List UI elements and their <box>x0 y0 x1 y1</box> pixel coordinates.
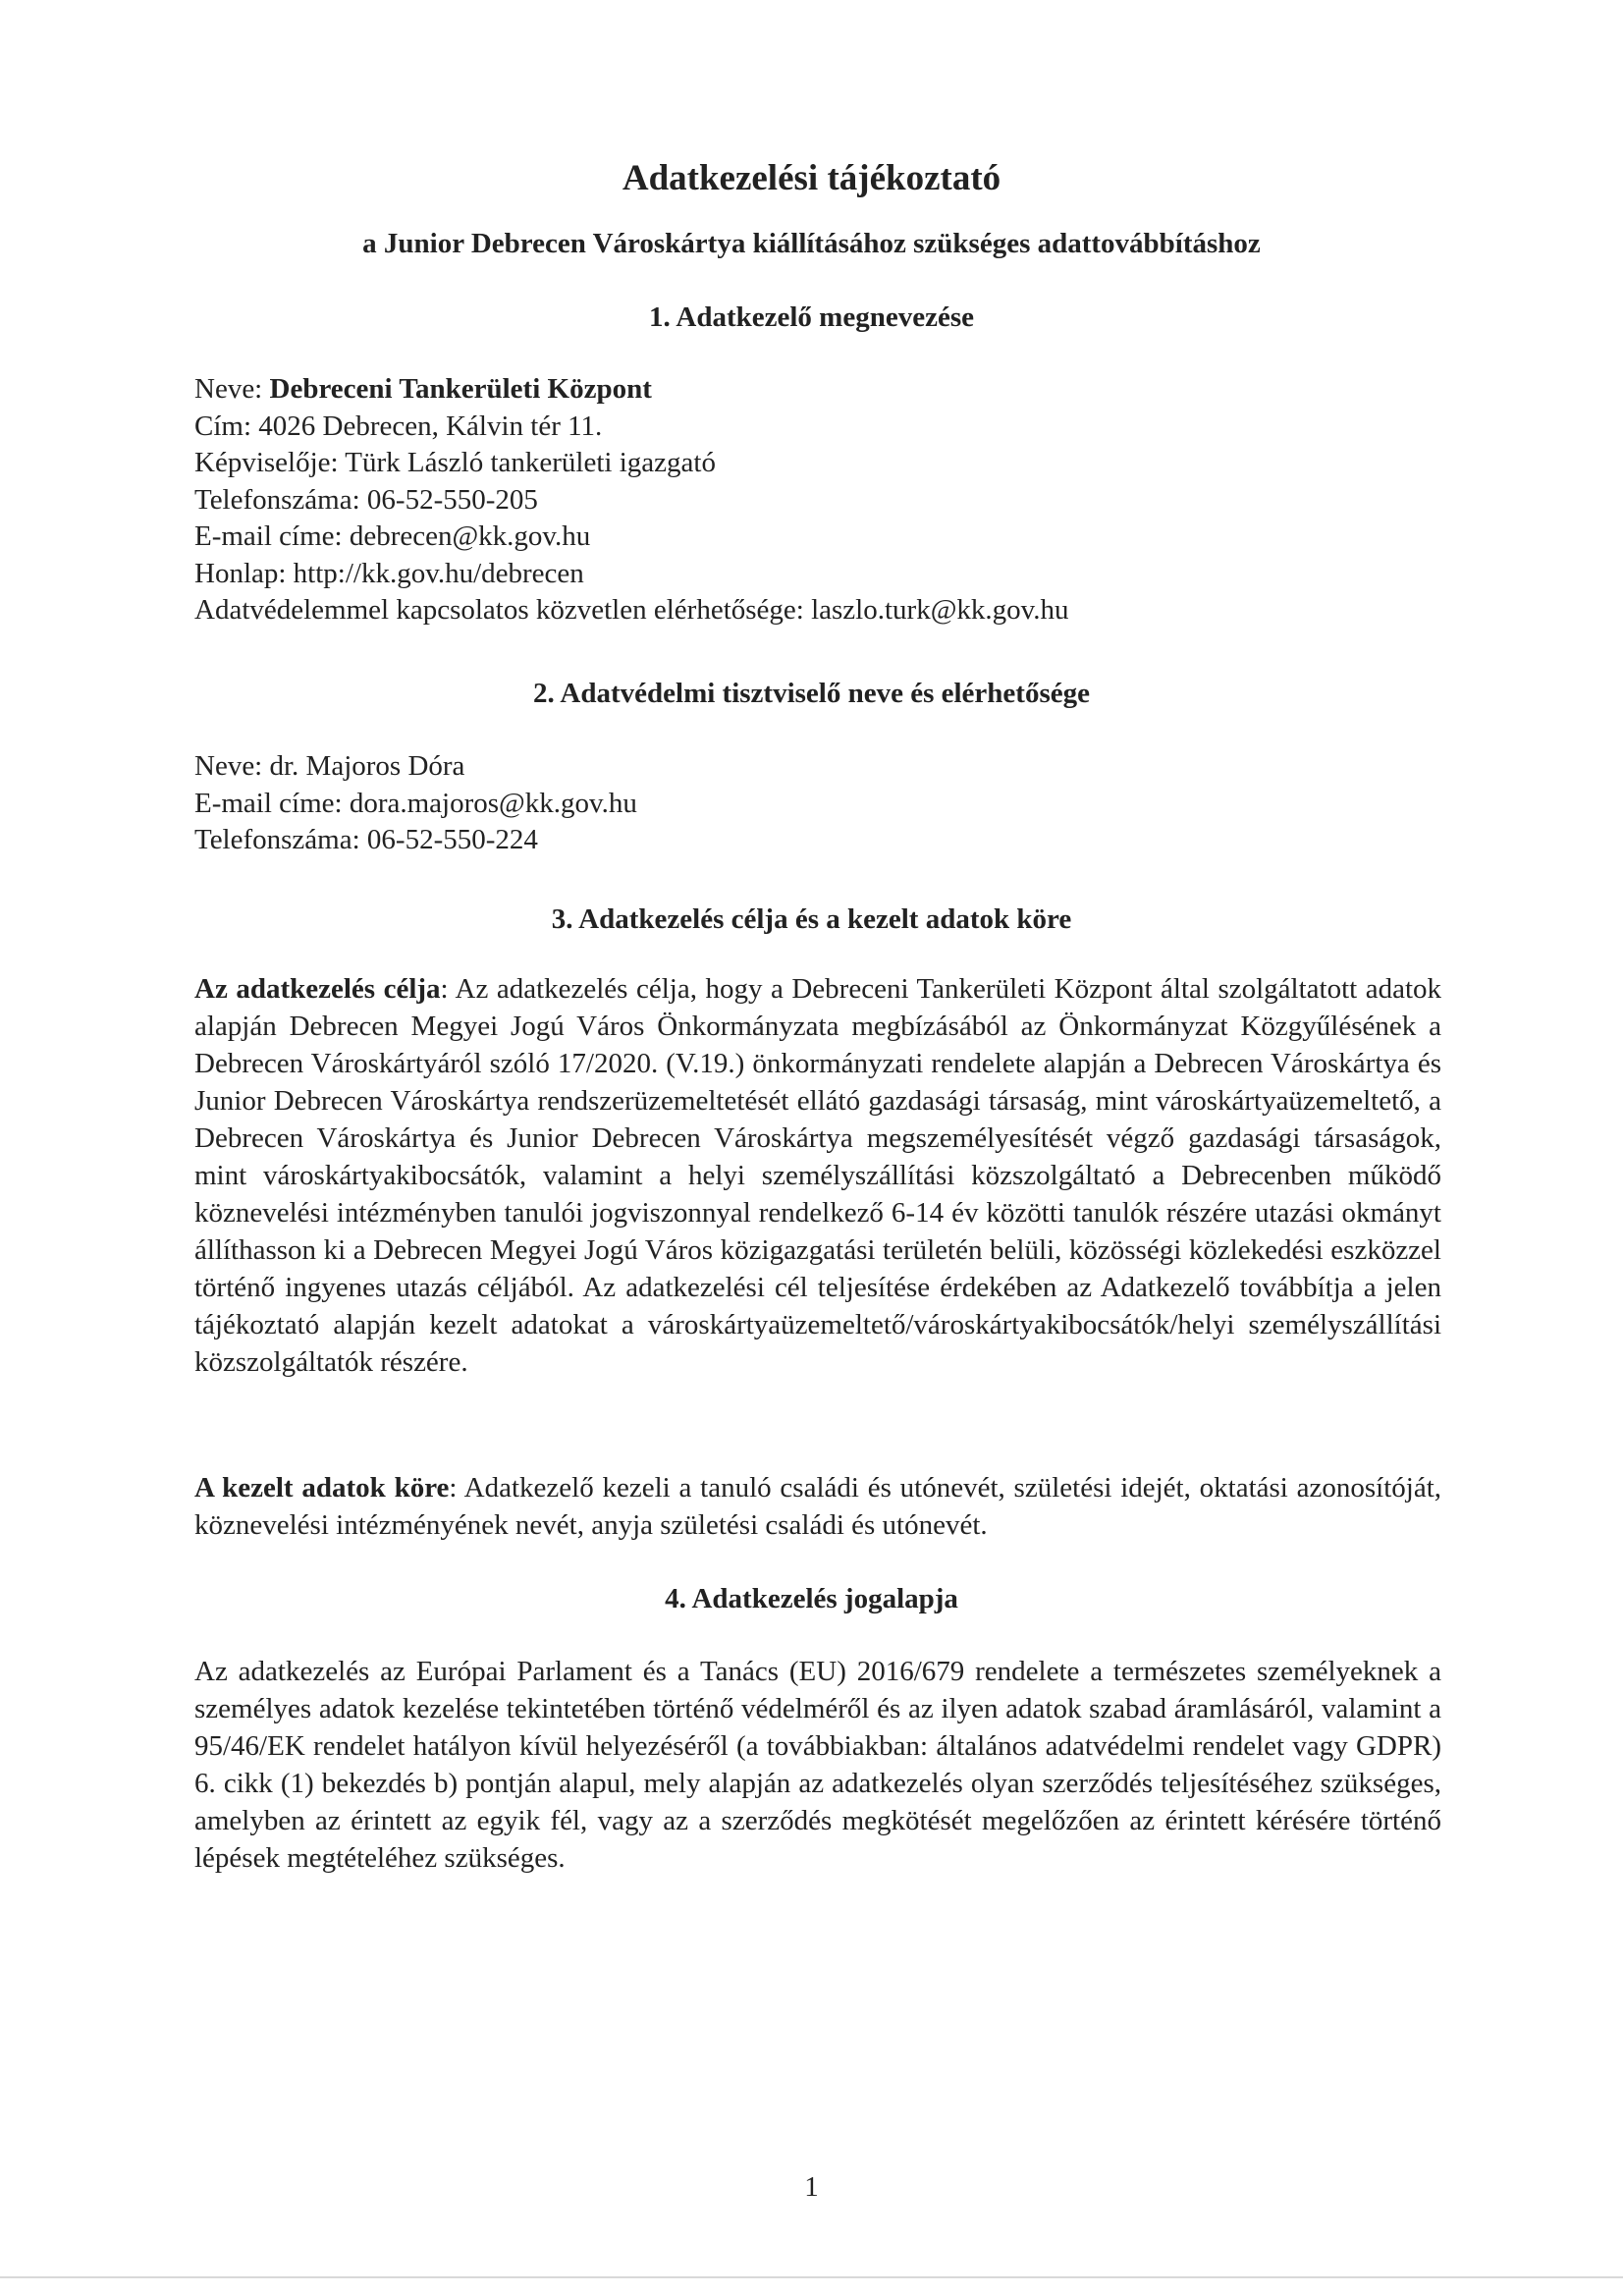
legal-basis-paragraph: Az adatkezelés az Európai Parlament és a Tanács (EU) 2016/679 rendelete a természetes személyeknek a személyes adatok kezelése tekintetében történő védelméről és az ilyen adatok szabad áramlásáról, valamint a 95/46/EK rendelet hatályon kívül helyezéséről (a továbbiakban: általános adatvédelmi rendelet vagy GDPR) 6. cikk (1) bekezdés b) pontján alapul, mely alapján az adatkezelés olyan szerződés teljesítéséhez szükséges, amelyben az érintett az egyik fél, vagy az a szerződés megkötését megelőzően az érintett kérésére történő lépések megtételéhez szükséges. <box>194 1656 1441 1874</box>
controller-phone: Telefonszáma: 06-52-550-205 <box>194 483 538 516</box>
section-4-heading: 4. Adatkezelés jogalapja <box>665 1583 958 1614</box>
document-subtitle: a Junior Debrecen Városkártya kiállításához szükséges adattovábbításhoz <box>362 228 1261 259</box>
scan-edge-line <box>0 2276 1623 2278</box>
section-3-heading: 3. Adatkezelés célja és a kezelt adatok köre <box>551 903 1072 935</box>
controller-name-value: Debreceni Tankerületi Központ <box>269 373 652 405</box>
controller-website: Honlap: http://kk.gov.hu/debrecen <box>194 557 584 589</box>
page-number: 1 <box>804 2171 819 2203</box>
controller-email: E-mail címe: debrecen@kk.gov.hu <box>194 520 591 552</box>
section-1-heading: 1. Adatkezelő megnevezése <box>649 301 974 333</box>
section-2-dpo-details <box>194 748 1441 859</box>
controller-address: Cím: 4026 Debrecen, Kálvin tér 11. <box>194 410 603 442</box>
dpo-email: E-mail címe: dora.majoros@kk.gov.hu <box>194 787 637 819</box>
dpo-phone: Telefonszáma: 06-52-550-224 <box>194 824 538 855</box>
data-scope-label: A kezelt adatok köre <box>194 1472 450 1503</box>
dpo-name: Neve: dr. Majoros Dóra <box>194 750 465 782</box>
purpose-paragraph <box>194 970 1441 1381</box>
purpose-label: Az adatkezelés célja <box>194 973 441 1005</box>
controller-name-line <box>194 371 1441 409</box>
data-scope-text: : Adatkezelő kezeli a tanuló családi és utónevét, születési idejét, oktatási azonosítóját, köznevelési intézményének nevét, anyja születési családi és utónevét. <box>194 1472 1442 1541</box>
data-scope-paragraph <box>194 1469 1441 1544</box>
purpose-text: : Az adatkezelés célja, hogy a Debreceni Tankerületi Központ által szolgáltatott adatok alapján Debrecen Megyei Jogú Város Önkormányzata megbízásából az Önkormányzat Közgyűlésének a Debrecen Városkártyáról szóló 17/2020. (V.19.) önkormányzati rendelete alapján a Debrecen Városkártya és Junior Debrecen Városkártya rendszerüzemeltetését ellátó gazdasági társaság, mint városkártyaüzemeltető, a Debrecen Városkártya és Junior Debrecen Városkártya megszemélyesítését végző gazdasági társaságok, mint városkártyakibocsátók, valamint a helyi személyszállítási közszolgáltató a Debrecenben működő köznevelési intézményben tanulói jogviszonnyal rendelkező 6-14 év közötti tanulók részére utazási okmányt állíthasson ki a Debrecen Megyei Jogú Város közigazgatási területén belüli, közösségi közlekedési eszközzel történő ingyenes utazás céljából. Az adatkezelési cél teljesítése érdekében az Adatkezelő továbbítja a jelen tájékoztató alapján kezelt adatokat a városkártyaüzemeltető/városkártyakibocsátók/helyi személyszállítási közszolgáltatók részére. <box>194 973 1441 1378</box>
controller-name-label: Neve: <box>194 373 270 405</box>
document-title: Adatkezelési tájékoztató <box>622 158 1001 198</box>
section-1-controller-details <box>194 371 1441 629</box>
controller-representative: Képviselője: Türk László tankerületi igazgató <box>194 447 716 478</box>
controller-privacy-contact: Adatvédelemmel kapcsolatos közvetlen elérhetősége: laszlo.turk@kk.gov.hu <box>194 594 1069 626</box>
section-2-heading: 2. Adatvédelmi tisztviselő neve és elérhetősége <box>533 678 1090 709</box>
